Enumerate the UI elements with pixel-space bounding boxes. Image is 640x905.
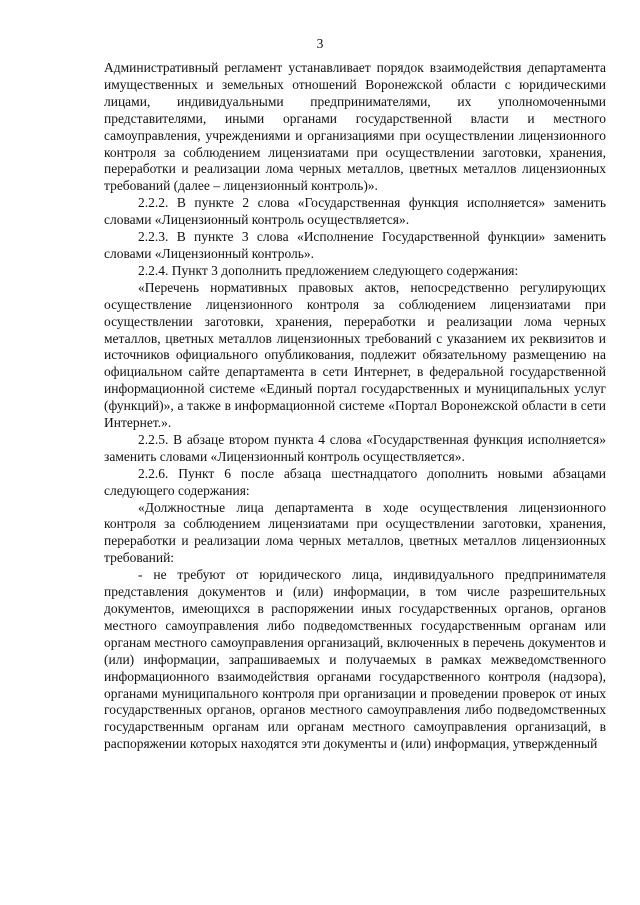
- paragraph-2-2-2: 2.2.2. В пункте 2 слова «Государственная функция исполняется» заменить словами «Лицензионный контроль осуществляется».: [104, 195, 606, 228]
- paragraph-normative-acts-list: «Перечень нормативных правовых актов, непосредственно регулирующих осуществление лицензионного контроля за соблюдением лицензиатами при осуществлении заготовки, хранения, переработки и реализации лома черных металлов, цветных металлов лицензионных требований с указанием их реквизитов и источников официального опубликования, подлежит обязательному размещению на официальном сайте департамента в сети Интернет, в федеральной государственной информационной системе «Единый портал государственных и муниципальных услуг (функций)», а также в информационной системе «Портал Воронежской области в сети Интернет.».: [104, 279, 606, 431]
- paragraph-2-2-6: 2.2.6. Пункт 6 после абзаца шестнадцатого дополнить новыми абзацами следующего содержания:: [104, 465, 606, 498]
- paragraph-2-2-3: 2.2.3. В пункте 3 слова «Исполнение Государственной функции» заменить словами «Лицензионный контроль».: [104, 229, 606, 261]
- paragraph-officials-duties: «Должностные лица департамента в ходе осуществления лицензионного контроля за соблюдением лицензиатами при осуществлении заготовки, хранения, переработки и реализации лома черных металлов, цветных металлов лицензионных требований:: [104, 499, 606, 566]
- paragraph-regulation-scope: Административный регламент устанавливает порядок взаимодействия департамента имущественных и земельных отношений Воронежской области с юридическими лицами, индивидуальными предпринимателями, их уполномоченными представителями, иными органами государственной власти и местного самоуправления, учреждениями и организациями при осуществлении лицензионного контроля за соблюдением лицензиатами при осуществлении заготовки, хранения, переработки и реализации лома черных металлов, цветных металлов лицензионных требований (далее – лицензионный контроль)».: [104, 60, 606, 194]
- paragraph-2-2-4: 2.2.4. Пункт 3 дополнить предложением следующего содержания:: [138, 262, 519, 278]
- paragraph-no-documents-required: - не требуют от юридического лица, индивидуального предпринимателя представления документов и (или) информации, в том числе разрешительных документов, имеющихся в распоряжении иных государственных органов, органов местного самоуправления либо подведомственных государственным органам или органам местного самоуправления организаций, включенных в перечень документов и (или) информации, запрашиваемых и получаемых в рамках межведомственного информационного взаимодействия органами государственного контроля (надзора), органами муниципального контроля при организации и проведении проверок от иных государственных органов, органов местного самоуправления либо подведомственных государственным органам или органам местного самоуправления организаций, в распоряжении которых находятся эти документы и (или) информация, утвержденный: [104, 567, 606, 752]
- page-number: 3: [316, 36, 324, 51]
- paragraph-2-2-5: 2.2.5. В абзаце втором пункта 4 слова «Государственная функция исполняется» заменить словами «Лицензионный контроль осуществляется».: [104, 431, 606, 464]
- document-body: [104, 60, 606, 753]
